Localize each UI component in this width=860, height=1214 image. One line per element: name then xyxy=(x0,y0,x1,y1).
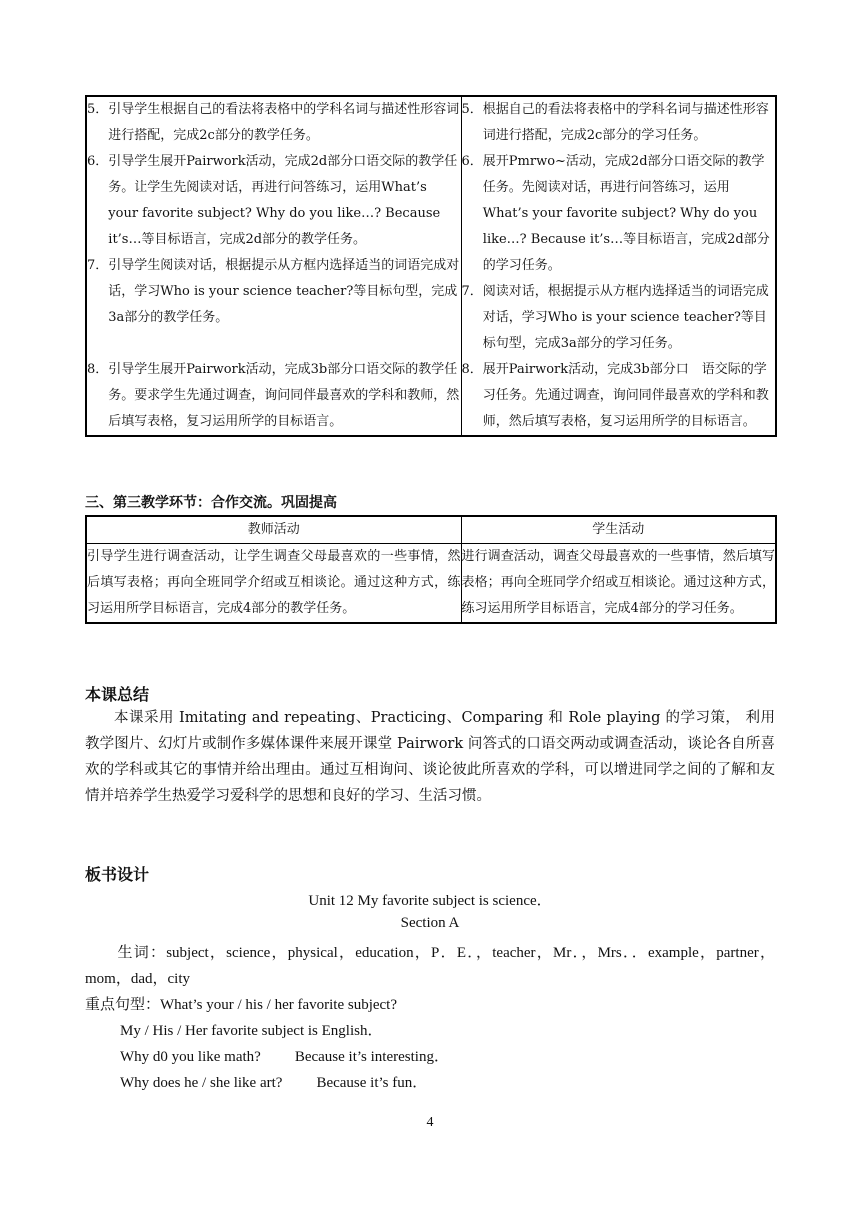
activities-table-continued xyxy=(85,95,777,437)
col-header-student: 学生活动 xyxy=(461,516,776,544)
section-label: Section A xyxy=(400,915,460,931)
key-sentence-label: 重点句型：What’s your / his / her favorite subject? xyxy=(85,997,398,1013)
student-item-8: 8． 展开Pairwork活动，完成3b部分口 语交际的学习任务。先通过调查，询问同伴最喜欢的学科和教师，然后填写表格，复习运用所学的目标语言。 xyxy=(461,362,769,429)
col-header-teacher: 教师活动 xyxy=(86,516,461,544)
unit-title: Unit 12 My favorite subject is science． xyxy=(308,893,552,909)
teacher-item-6: 6． 引导学生展开Pairwork活动，完成2d部分口语交际的教学任务。让学生先阅读对话，再进行问答练习，运用What’s your favorite subject? Why do you like…? Because it’s…等目标语言，完成2d部分的教学任务。 xyxy=(87,154,458,247)
key-sentence-1: My / His / Her favorite subject is English． xyxy=(120,1023,383,1039)
vocabulary-line: 生词：subject，science，physical，education，P．E．，teacher，Mr．，Mrs．．example，partner，mom，dad，city xyxy=(85,945,775,987)
key-sentence-3-question: Why does he / she like art? xyxy=(120,1075,283,1091)
section-3-heading: 三、第三教学环节：合作交流。巩固提高 xyxy=(85,495,337,511)
teacher-item-7: 7． 引导学生阅读对话，根据提示从方框内选择适当的词语完成对话，学习Who is your science teacher?等目标句型，完成3a部分的教学任务。 xyxy=(87,258,460,325)
page-number: 4 xyxy=(426,1115,434,1130)
spacer xyxy=(87,331,461,357)
teacher-item-8: 8． 引导学生展开Pairwork活动，完成3b部分口语交际的教学任务。要求学生先通过调查，询问同伴最喜欢的学科和教师，然后填写表格，复习运用所学的目标语言。 xyxy=(87,362,460,429)
student-item-7: 7． 阅读对话，根据提示从方框内选择适当的词语完成对话，学习Who is your science teacher?等目标句型，完成3a部分的学习任务。 xyxy=(461,284,769,351)
student-item-5: 5． 根据自己的看法将表格中的学科名词与描述性形容词进行搭配，完成2c部分的学习任务。 xyxy=(461,102,769,143)
board-design-heading: 板书设计 xyxy=(85,865,150,884)
key-sentence-2-answer: Because it’s interesting． xyxy=(294,1049,449,1065)
key-sentence-2 xyxy=(120,1044,775,1070)
student-item-6: 6． 展开Pmrwo~活动，完成2d部分口语交际的教学任务。先阅读对话，再进行问答练习，运用What’s your favorite subject? Why do you like…? Because it’s…等目标语言，完成2d部分的学习任务。 xyxy=(461,154,770,273)
student-activities-cell xyxy=(461,96,776,436)
teacher-activities-cell xyxy=(86,96,461,436)
key-sentence-3 xyxy=(120,1070,775,1096)
teacher-item-5: 5． 引导学生根据自己的看法将表格中的学科名词与描述性形容词进行搭配，完成2c部分的教学任务。 xyxy=(87,102,460,143)
key-sentence-3-answer: Because it’s fun． xyxy=(316,1075,428,1091)
section-3-student-text: 进行调查活动，调查父母最喜欢的一些事情，然后填写表格；再向全班同学介绍或互相谈论。通过这种方式，练习运用所学目标语言，完成4部分的学习任务。 xyxy=(461,544,776,624)
summary-paragraph: 本课采用 Imitating and repeating、Practicing、Comparing 和 Role playing 的学习策， 利用教学图片、幻灯片或制作多媒体课件来展开课堂 Pairwork 问答式的口语交两动或调查活动，谈论各自所喜欢的学科或其它的事情并给出理由。通过互相询问、谈论彼此所喜欢的学科，可以增进同学之间的了解和友情并培养学生热爱学习爱科学的思想和良好的学习、生活习惯。 xyxy=(85,710,775,804)
summary-heading: 本课总结 xyxy=(85,685,150,704)
key-sentence-2-question: Why d0 you like math? xyxy=(120,1049,261,1065)
section-3-table xyxy=(85,515,777,624)
section-3-teacher-text: 引导学生进行调查活动，让学生调查父母最喜欢的一些事情，然后填写表格；再向全班同学介绍或互相谈论。通过这种方式，练习运用所学目标语言，完成4部分的教学任务。 xyxy=(86,544,461,624)
